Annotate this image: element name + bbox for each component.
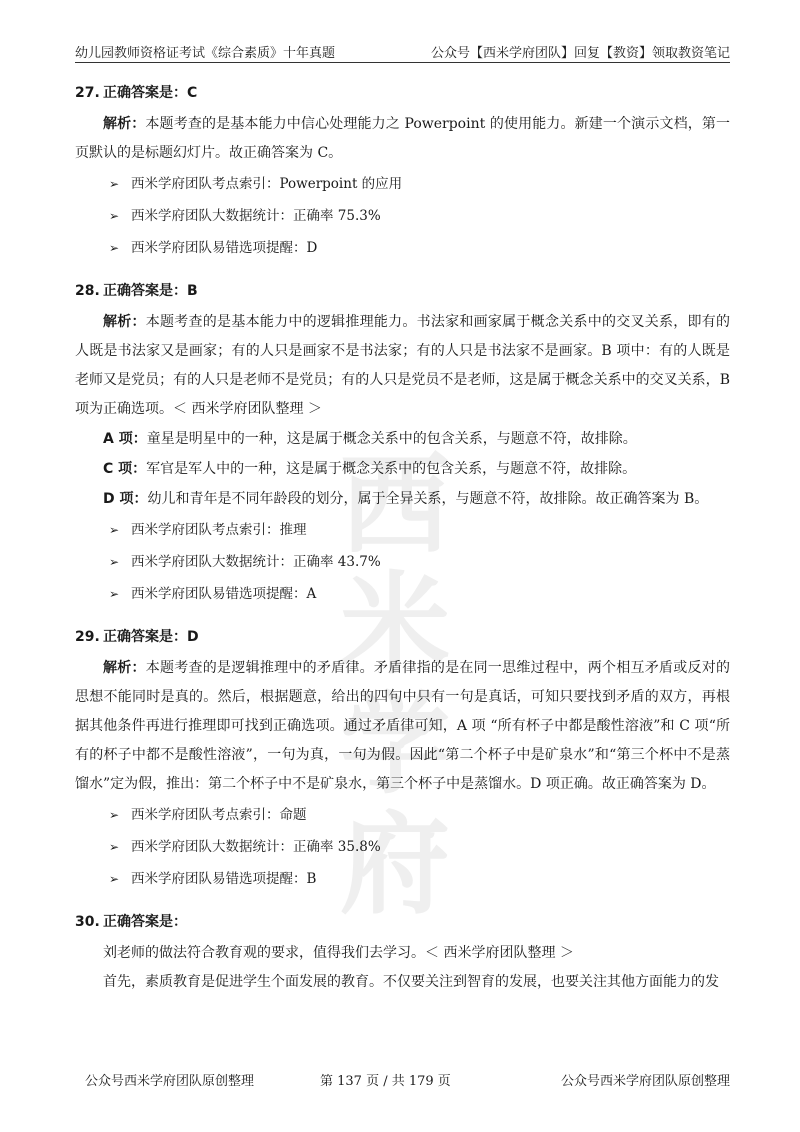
- analysis-label: 解析：: [103, 314, 146, 330]
- page-header: [75, 38, 730, 63]
- bullet-text: 西米学府团队考点索引：Powerpoint 的应用: [131, 176, 403, 192]
- bullet-text: 西米学府团队考点索引：命题: [131, 807, 307, 823]
- page-number: 第 137 页 / 共 179 页: [320, 1074, 451, 1089]
- bullet-text: 西米学府团队易错选项提醒：A: [131, 586, 317, 602]
- question-30-paragraph: 刘老师的做法符合教育观的要求，值得我们去学习。＜ 西米学府团队整理 ＞: [103, 945, 574, 961]
- arrow-right-icon: ➢: [109, 177, 120, 191]
- header-title: 幼儿园教师资格证考试《综合素质》十年真题: [75, 46, 336, 61]
- arrow-right-icon: ➢: [109, 555, 120, 569]
- bullet-text: 西米学府团队大数据统计：正确率 43.7%: [131, 554, 381, 570]
- arrow-right-icon: ➢: [109, 872, 120, 886]
- option-text: 幼儿和青年是不同年龄段的划分，属于全异关系，与题意不符，故排除。故正确答案为 B。: [147, 491, 709, 507]
- list-item: [75, 514, 730, 546]
- list-item: [75, 546, 730, 578]
- bullet-text: 西米学府团队易错选项提醒：D: [131, 240, 318, 256]
- option-label: D 项：: [103, 491, 148, 507]
- bullet-text: 西米学府团队大数据统计：正确率 35.8%: [131, 839, 381, 855]
- analysis-text: 本题考查的是逻辑推理中的矛盾律。矛盾律指的是在同一思维过程中，两个相互矛盾或反对的思想不能同时是真的。然后，根据题意，给出的四句中只有一句是真话，可知只要找到矛盾的双方，再根据其他条件再进行推理即可找到正确选项。通过矛盾律可知，A 项 “所有杯子中都是酸性溶液”和 C 项“所有的杯子中都不是酸性溶液”，一句为真，一句为假。因此“第二个杯子中是矿泉水”和“第三个杯中不是蒸馏水”定为假，推出：第二个杯子中不是矿泉水，第三个杯子中是蒸馏水。D 项正确。故正确答案为 D。: [75, 660, 731, 792]
- question-29-analysis: [75, 654, 730, 799]
- option-text: 童星是明星中的一种，这是属于概念关系中的包含关系，与题意不符，故排除。: [146, 431, 637, 447]
- option-d-note: [75, 484, 730, 514]
- arrow-right-icon: ➢: [109, 241, 120, 255]
- question-number: 29.: [75, 629, 100, 645]
- option-text: 军官是军人中的一种，这是属于概念关系中的包含关系，与题意不符，故排除。: [146, 461, 637, 477]
- bullet-text: 西米学府团队大数据统计：正确率 75.3%: [131, 208, 381, 224]
- answer-text: 正确答案是：C: [103, 85, 198, 101]
- list-item: [75, 863, 730, 895]
- list-item: [75, 168, 730, 200]
- question-30-answer: [75, 905, 730, 939]
- list-item: [75, 799, 730, 831]
- footer-right: 公众号西米学府团队原创整理: [560, 1074, 730, 1089]
- analysis-label: 解析：: [103, 116, 146, 132]
- question-number: 28.: [75, 283, 100, 299]
- option-label: C 项：: [103, 461, 147, 477]
- bullet-text: 西米学府团队易错选项提醒：B: [131, 871, 317, 887]
- analysis-text: 本题考查的是基本能力中的逻辑推理能力。书法家和画家属于概念关系中的交叉关系，即有的人既是书法家又是画家；有的人只是画家不是书法家；有的人只是书法家不是画家。B 项中：有的人既是老师又是党员；有的人只是老师不是党员；有的人只是党员不是老师，这是属于概念关系中的交叉关系，B 项为正确选项。＜ 西米学府团队整理 ＞: [75, 314, 731, 417]
- option-a-note: [75, 424, 730, 454]
- page-content: [75, 76, 730, 997]
- watermark: 西米学府: [340, 441, 450, 929]
- option-c-note: [75, 454, 730, 484]
- option-label: A 项：: [103, 431, 147, 447]
- question-28-answer: [75, 274, 730, 308]
- answer-text: 正确答案是：: [103, 914, 187, 930]
- arrow-right-icon: ➢: [109, 209, 120, 223]
- arrow-right-icon: ➢: [109, 808, 120, 822]
- answer-text: 正确答案是：B: [103, 283, 198, 299]
- analysis-text: 本题考查的是基本能力中信心处理能力之 Powerpoint 的使用能力。新建一个演示文档，第一页默认的是标题幻灯片。故正确答案为 C。: [75, 116, 731, 161]
- arrow-right-icon: ➢: [109, 587, 120, 601]
- question-27-answer: [75, 76, 730, 110]
- bullet-text: 西米学府团队考点索引：推理: [131, 522, 307, 538]
- page-footer: [85, 1070, 730, 1090]
- list-item: [75, 831, 730, 863]
- question-30-paragraph: 首先，素质教育是促进学生个面发展的教育。不仅要关注到智育的发展，也要关注其他方面能力的发: [103, 974, 719, 990]
- question-27-analysis: [75, 110, 730, 168]
- question-29-answer: [75, 620, 730, 654]
- list-item: [75, 578, 730, 610]
- question-28-analysis: [75, 308, 730, 424]
- footer-left: 公众号西米学府团队原创整理: [85, 1074, 255, 1089]
- arrow-right-icon: ➢: [109, 840, 120, 854]
- question-number: 30.: [75, 914, 100, 930]
- header-promo: 公众号【西米学府团队】回复【教资】领取教资笔记: [430, 46, 730, 61]
- answer-text: 正确答案是：D: [103, 629, 199, 645]
- analysis-label: 解析：: [103, 660, 146, 676]
- list-item: [75, 200, 730, 232]
- list-item: [75, 232, 730, 264]
- arrow-right-icon: ➢: [109, 523, 120, 537]
- question-number: 27.: [75, 85, 100, 101]
